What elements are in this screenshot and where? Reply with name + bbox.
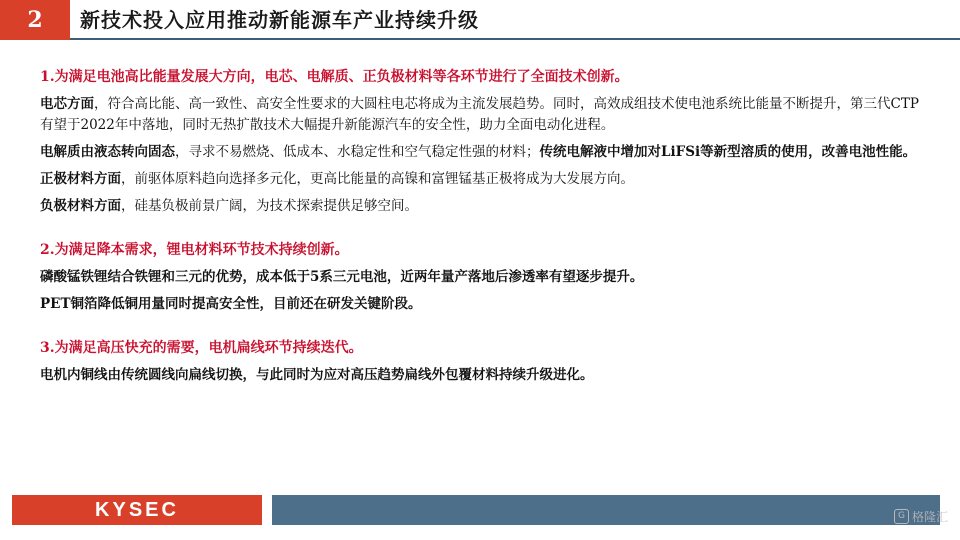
slide-footer [0,490,960,530]
paragraph-lead: 电解质由液态转向固态 [40,144,175,160]
gelonghui-icon: G [894,509,909,524]
paragraph-electrolyte [40,142,920,163]
footer-bar [272,495,940,525]
paragraph-cathode [40,169,920,190]
kysec-logo: KYSEC [12,495,262,525]
paragraph-text: ，前驱体原料趋向选择多元化，更高比能量的高镍和富锂锰基正极将成为大发展方向。 [121,171,634,187]
paragraph-cell [40,94,920,136]
paragraph-tail: 传统电解液中增加对LiFSi等新型溶质的使用，改善电池性能。 [539,144,917,160]
paragraph-text: ，符合高比能、高一致性、高安全性要求的大圆柱电芯将成为主流发展趋势。同时，高效成组技术使电池系统比能量不断提升，第三代CTP有望于2022年中落地，同时无热扩散技术大幅提升新能源汽车的安全性，助力全面电动化进程。 [40,96,919,133]
section-gap [40,223,920,239]
section-1-title: 1.为满足电池高比能量发展大方向，电芯、电解质、正负极材料等各环节进行了全面技术创新。 [40,69,629,85]
watermark [894,508,948,525]
section-3-title: 3.为满足高压快充的需要，电机扁线环节持续迭代。 [40,340,363,356]
slide-header [0,0,960,40]
header-divider [70,38,960,40]
section-gap [40,321,920,337]
paragraph-lead: 负极材料方面 [40,198,121,214]
section-number: 2 [0,0,70,40]
paragraph-hairpin: 电机内铜线由传统圆线向扁线切换，与此同时为应对高压趋势扁线外包覆材料持续升级进化。 [40,367,594,383]
slide-title: 新技术投入应用推动新能源车产业持续升级 [80,8,479,32]
paragraph-lmfp: 磷酸锰铁锂结合铁锂和三元的优势，成本低于5系三元电池，近两年量产落地后渗透率有望逐步提升。 [40,269,644,285]
slide-content [40,66,920,392]
paragraph-lead: 正极材料方面 [40,171,121,187]
watermark-text: 格隆汇 [911,510,948,524]
paragraph-anode [40,196,920,217]
paragraph-text: ，硅基负极前景广阔，为技术探索提供足够空间。 [121,198,418,214]
section-2-title: 2.为满足降本需求，锂电材料环节技术持续创新。 [40,242,349,258]
paragraph-pet-copper: PET铜箔降低铜用量同时提高安全性，目前还在研发关键阶段。 [40,296,422,312]
paragraph-text: ，寻求不易燃烧、低成本、水稳定性和空气稳定性强的材料； [175,144,540,160]
paragraph-lead: 电芯方面 [40,96,94,112]
